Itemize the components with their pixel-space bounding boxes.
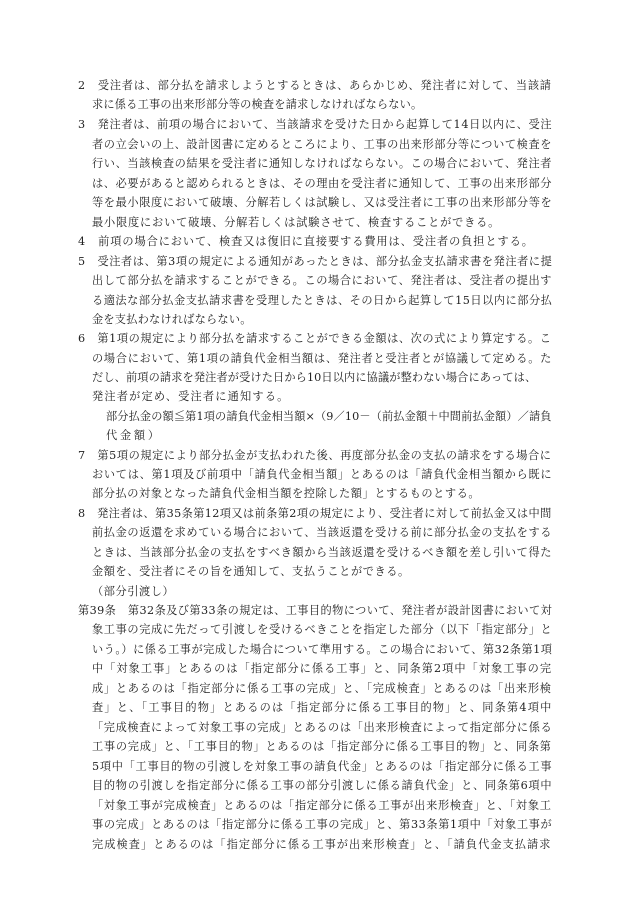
text-line: 8 発注者は、第35条第12項又は前条第2項の規定により、受注者に対して前払金又は中間: [78, 507, 552, 520]
text-line: 最小限度において破壊、分解若しくは試験させて、検査することができる。: [92, 216, 501, 229]
text-line: 3 発注者は、前項の場合において、当該請求を受けた日から起算して14日以内に、受注: [78, 118, 553, 131]
text-line: 目的物の引渡しを指定部分に係る工事の部分引渡しに係る請負代金」と、同条第6項中: [92, 779, 553, 792]
text-line: は、必要があると認められるときは、その理由を受注者に通知して、工事の出来形部分: [92, 177, 553, 190]
text-line: 求に係る工事の出来形部分等の検査を請求しなければならない。: [92, 98, 423, 111]
text-line: 発注者が定め、受注者に通知する。: [92, 390, 290, 403]
text-line: 金を支払わなければならない。: [92, 313, 252, 326]
text-line: 前払金の返還を求めている場合において、当該返還を受ける前に部分払金の支払をする: [92, 526, 553, 539]
text-line: 6 第1項の規定により部分払を請求することができる金額は、次の式により算定する。こ: [78, 332, 552, 345]
text-line: 事の完成」とあるのは「指定部分に係る工事の完成」と、第33条第1項中「対象工事が: [92, 818, 553, 831]
text-line: 5 受注者は、第3項の規定による通知があったときは、部分払金支払請求書を発注者に提: [78, 255, 553, 268]
text-line: 査」と、「工事目的物」とあるのは「指定部分に係る工事目的物」と、同条第4項中: [92, 701, 553, 714]
text-line: ときは、当該部分払金の支払をすべき額から当該返還を受けるべき額を差し引いて得た: [92, 546, 553, 559]
text-line: 行い、当該検査の結果を受注者に通知しなければならない。この場合において、発注者: [92, 157, 553, 170]
text-line: 「対象工事が完成検査」とあるのは「指定部分に係る工事が出来形検査」と、「対象工: [92, 799, 552, 812]
section-heading: （部分引渡し）: [92, 585, 175, 598]
text-line: おいては、第1項及び前項中「請負代金相当額」とあるのは「請負代金相当額から既に: [92, 468, 553, 481]
text-line: 完成検査」とあるのは「指定部分に係る工事が出来形検査」と、「請負代金支払請求: [92, 838, 552, 851]
text-line: 部分払の対象となった請負代金相当額を控除した額」とするものとする。: [92, 487, 481, 500]
text-line: 成」とあるのは「指定部分に係る工事の完成」と、「完成検査」とあるのは「出来形検: [92, 682, 552, 695]
text-line: 「完成検査によって対象工事の完成」とあるのは「出来形検査によって指定部分に係る: [92, 721, 553, 734]
text-line: だし、前項の請求を発注者が受けた日から10日以内に協議が整わない場合にあっては、: [92, 371, 537, 384]
text-line: 出して部分払を請求することができる。この場合において、発注者は、受注者の提出す: [92, 274, 553, 287]
text-line: 工事の完成」と、「工事目的物」とあるのは「指定部分に係る工事目的物」と、同条第: [92, 740, 552, 753]
text-line: 中「対象工事」とあるのは「指定部分に係る工事」と、同条第2項中「対象工事の完: [92, 662, 553, 675]
text-line: いう。）に係る工事が完成した場合について準用する。この場合において、第32条第1項: [92, 643, 553, 656]
text-line: 第39条 第32条及び第33条の規定は、工事目的物について、発注者が設計図書において対: [78, 604, 553, 617]
text-line: 7 第5項の規定により部分払金が支払われた後、再度部分払金の支払の請求をする場合に: [78, 449, 552, 462]
text-line: 象工事の完成に先だって引渡しを受けるべきことを指定した部分（以下「指定部分」と: [92, 623, 553, 636]
text-line: 金額を、受注者にその旨を通知して、支払うことができる。: [92, 565, 410, 578]
text-line: 等を最小限度において破壊、分解若しくは試験し、又は受注者に工事の出来形部分等を: [92, 196, 553, 209]
text-line: 2 受注者は、部分払を請求しようとするときは、あらかじめ、発注者に対して、当該請: [78, 79, 552, 92]
text-line: る適法な部分払金支払請求書を受理したときは、その日から起算して15日以内に部分払: [92, 294, 553, 307]
text-line: 者の立会いの上、設計図書に定めるところにより、工事の出来形部分等について検査を: [92, 138, 553, 151]
text-line: の場合において、第1項の請負代金相当額は、発注者と受注者とが協議して定める。た: [92, 352, 553, 365]
text-line: 4 前項の場合において、検査又は復旧に直接要する費用は、受注者の負担とする。: [78, 235, 534, 248]
text-line: 代金額）: [106, 429, 162, 442]
text-line: 5項中「工事目的物の引渡しを対象工事の請負代金」とあるのは「指定部分に係る工事: [92, 760, 553, 773]
text-line: 部分払金の額≦第1項の請負代金相当額×（9／10－（前払金額＋中間前払金額）／請負: [106, 410, 552, 423]
